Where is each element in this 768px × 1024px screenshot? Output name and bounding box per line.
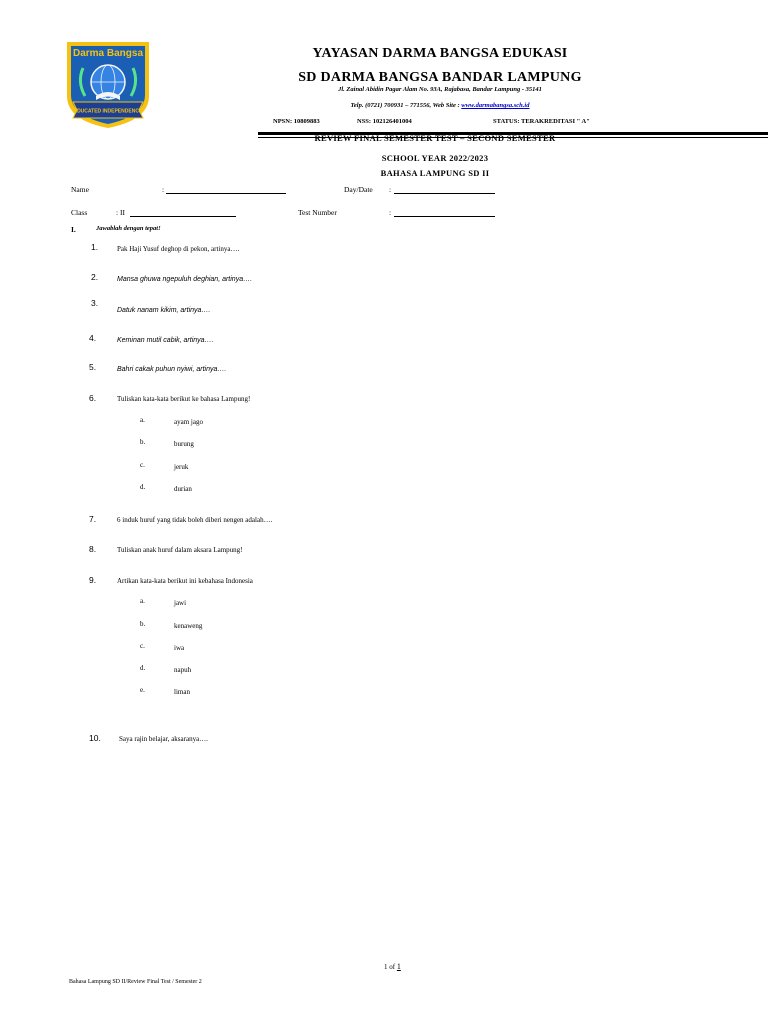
question-number: 4.: [89, 333, 97, 343]
question-text: Datuk nanam kikim, artinya….: [117, 307, 211, 314]
npsn-text: NPSN: 10809883: [273, 118, 320, 125]
daydate-answer-line[interactable]: [394, 193, 495, 194]
daydate-label: Day/Date: [344, 185, 373, 194]
question-text: Saya rajin belajar, aksaranya….: [119, 735, 208, 743]
question-number: 6.: [89, 393, 97, 403]
question-text: Artikan kata-kata berikut ini kebahasa Indonesia: [117, 577, 253, 585]
page-total: 1: [396, 962, 401, 971]
name-answer-line[interactable]: [166, 193, 286, 194]
option-letter: b.: [140, 620, 146, 628]
school-logo: [63, 38, 153, 130]
test-number-answer-line[interactable]: [394, 216, 495, 217]
question-number: 3.: [91, 298, 99, 308]
page-prefix: 1 of: [384, 963, 397, 971]
page-number: [384, 962, 401, 971]
question-text: Bahri cakak puhun nyiwi, artinya….: [117, 366, 227, 373]
school-address: Jl. Zainal Abidin Pagar Alam No. 93A, Rajabasa, Bandar Lampung - 35141: [338, 86, 542, 93]
question-text: Tuliskan kata-kata berikut ke bahasa Lampung!: [117, 395, 251, 403]
option-letter: d.: [140, 664, 146, 672]
logo-ribbon-text: EDUCATED INDEPENDENCE: [73, 108, 143, 115]
option-text: ayam jago: [174, 418, 203, 426]
test-number-colon: :: [389, 208, 392, 217]
option-text: iwa: [174, 644, 185, 652]
class-label: Class: [71, 208, 88, 217]
daydate-colon: :: [389, 185, 392, 194]
accreditation-status: STATUS: TERAKREDITASI " A": [493, 118, 590, 125]
question-number: 5.: [89, 362, 97, 372]
option-letter: c.: [140, 461, 145, 469]
website-link[interactable]: www.darmabangsa.sch.id: [461, 102, 530, 109]
test-number-label: Test Number: [298, 208, 337, 217]
option-letter: d.: [140, 483, 146, 491]
option-text: durian: [174, 485, 192, 493]
name-colon: :: [162, 185, 165, 194]
option-text: napuh: [174, 666, 192, 674]
school-contact: [180, 102, 700, 109]
telp-text: Telp. (0721) 700931 – 771556, Web Site :: [350, 102, 462, 109]
question-number: 10.: [89, 733, 101, 743]
question-text: Keminan mutil cabik, artinya….: [117, 337, 214, 344]
section-number: I.: [71, 225, 76, 234]
question-number: 8.: [89, 544, 97, 554]
question-text: Mansa ghuwa ngepuluh deghian, artinya….: [117, 276, 253, 283]
option-letter: b.: [140, 438, 146, 446]
name-label: Name: [71, 185, 89, 194]
section-instruction: Jawablah dengan tepat!: [96, 225, 161, 232]
option-text: jawi: [174, 599, 187, 607]
question-text: Tuliskan anak huruf dalam aksara Lampung!: [117, 546, 243, 554]
option-letter: a.: [140, 416, 145, 424]
foundation-name: YAYASAN DARMA BANGSA EDUKASI: [312, 46, 568, 61]
school-year: SCHOOL YEAR 2022/2023: [381, 153, 489, 163]
option-text: liman: [174, 688, 190, 696]
logo-name-text: Darma Bangsa: [72, 48, 144, 59]
option-letter: c.: [140, 642, 145, 650]
class-value: : II: [116, 208, 125, 217]
question-text: 6 induk huruf yang tidak boleh diberi nengen adalah….: [117, 516, 273, 524]
option-text: jeruk: [174, 463, 189, 471]
nss-text: NSS: 102126401004: [357, 118, 412, 125]
question-number: 7.: [89, 514, 97, 524]
question-number: 2.: [91, 272, 99, 282]
option-text: kenaweng: [174, 622, 203, 630]
question-text: Pak Haji Yusuf deghop di pekon, artinya….: [117, 245, 240, 253]
question-number: 9.: [89, 575, 97, 585]
class-answer-line[interactable]: [130, 216, 236, 217]
question-number: 1.: [91, 242, 99, 252]
option-letter: a.: [140, 597, 145, 605]
document-footer: Bahasa Lampung SD II/Review Final Test / Semester 2: [69, 979, 202, 985]
option-letter: e.: [140, 686, 145, 694]
school-name: SD DARMA BANGSA BANDAR LAMPUNG: [298, 70, 582, 85]
exam-title: REVIEW FINAL SEMESTER TEST – SECOND SEMESTER: [314, 133, 556, 143]
subject-title: BAHASA LAMPUNG SD II: [380, 168, 490, 178]
option-text: burung: [174, 440, 194, 448]
